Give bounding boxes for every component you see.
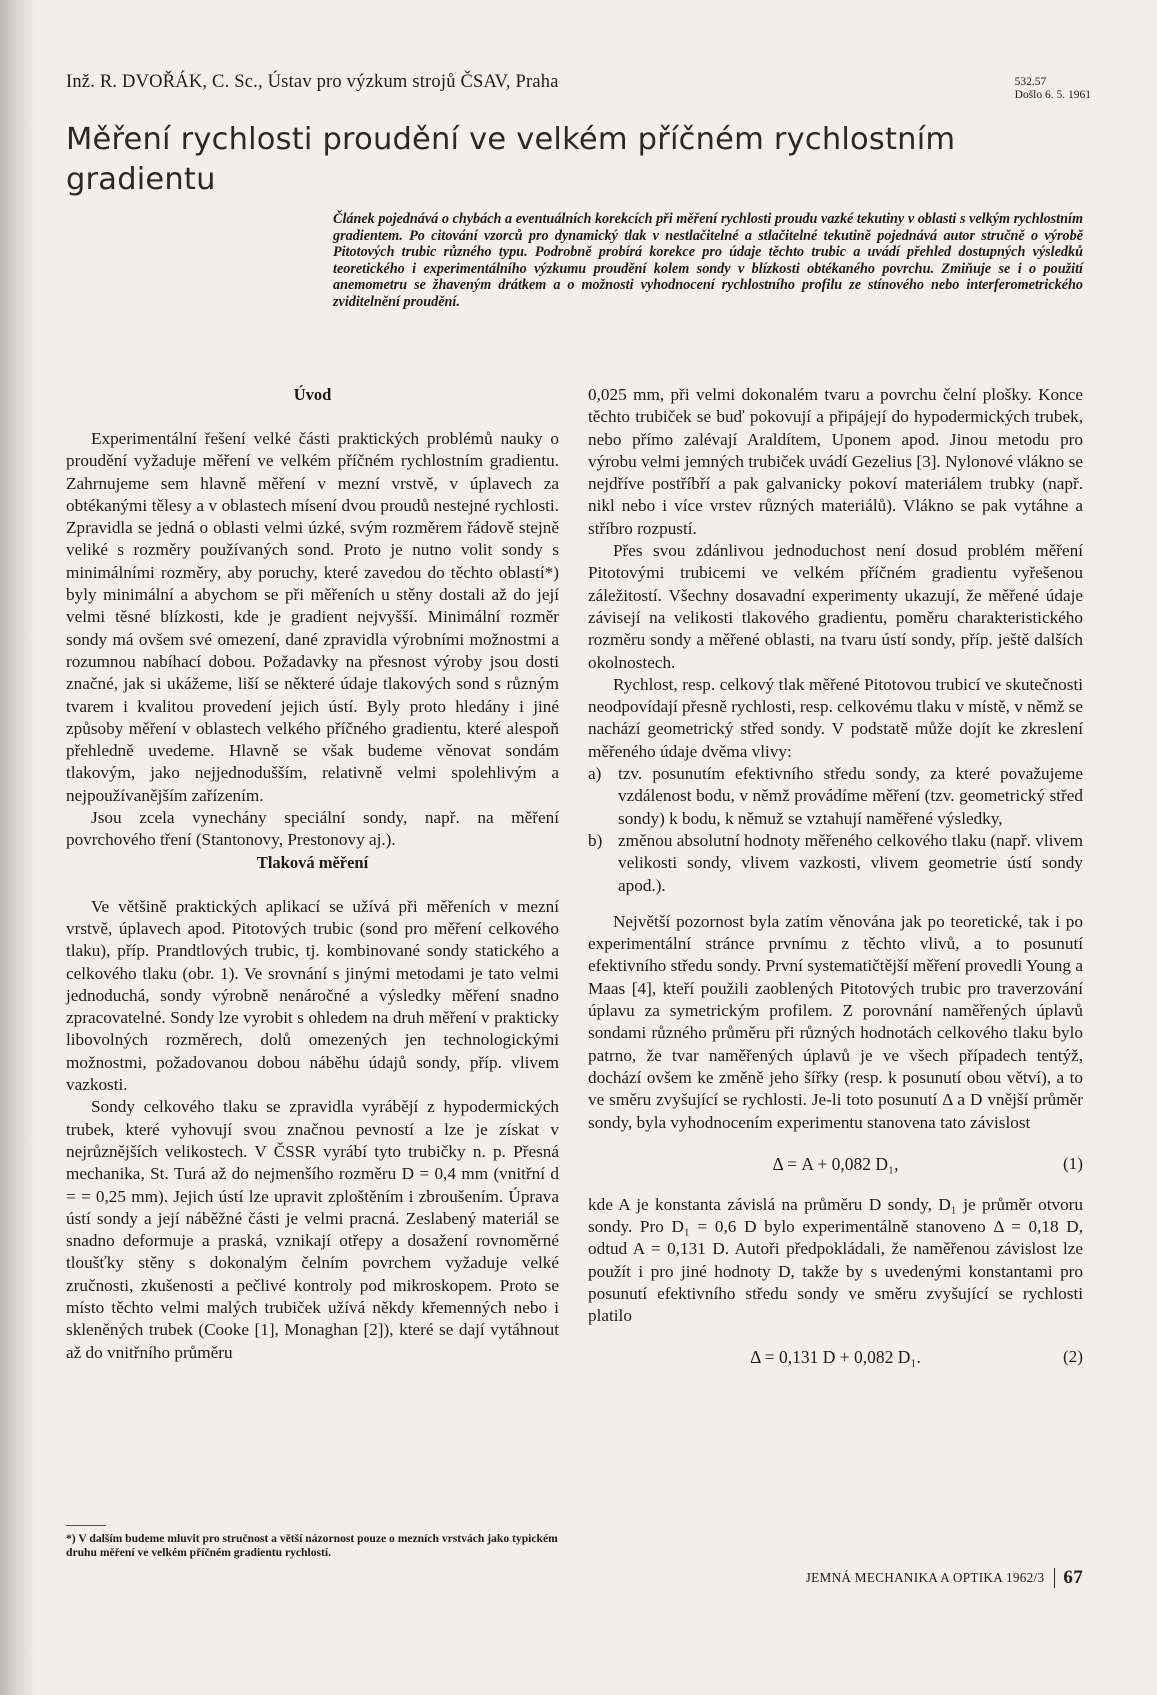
section-heading-pressure: Tlaková měření: [256, 852, 369, 872]
paragraph: Jsou zcela vynechány speciální sondy, např. na měření povrchového tření (Stantonovy, Prestonovy aj.).: [66, 808, 559, 850]
page-number: 67: [1063, 1567, 1083, 1588]
udc-code: 532.57: [1014, 76, 1047, 88]
right-column: [588, 384, 1083, 1388]
paragraph: Rychlost, resp. celkový tlak měřené Pitotovou trubicí ve skutečnosti neodpovídají přesně rychlosti, resp. celkovému tlaku v místě, v němž se nachází geometrický střed sondy. V podstatě může dojít ke zkreslení měřeného údaje dvěma vlivy:: [588, 674, 1083, 761]
list-item: [588, 763, 1083, 830]
footer-separator: [1054, 1568, 1055, 1588]
paragraph: Ve většině praktických aplikací se užívá při měřeních v mezní vrstvě, úplavech apod. Pitotových trubic (sond pro měření celkového tlaku), příp. Prandtlových trubic, tj. kombinované sondy statického a celkového tlaku (obr. 1). Ve srovnání s jinými metodami je tato velmi jednoduchá, sondy výrobně nenáročné a výsledky měření snadno zpracovatelné. Sondy lze vyrobit s ohledem na druh měření v prakticky libovolných rozměrech, dolů omezených jen technologickými možnostmi, požadovanou dobou náběhu údajů sondy, příp. vlivem vazkosti.: [66, 896, 559, 1095]
equation-expression: Δ = 0,131 D + 0,082 D₁.: [750, 1347, 921, 1368]
list-item: [588, 830, 1083, 897]
paragraph: kde A je konstanta závislá na průměru D sondy, D₁ je průměr otvoru sondy. Pro D₁ = 0,6 D bylo experimentálně stanoveno Δ = 0,18 D, odtud A = 0,131 D. Autoři předpokládali, že naměřenou závislost lze použít i pro jiné hodnoty D, takže by s uvedenými konstantami pro posunutí efektivního středu sondy ve směru zvyšující se rychlosti platilo: [588, 1194, 1083, 1326]
list-text: tzv. posunutím efektivního středu sondy, za které považujeme vzdálenost bodu, v němž provádíme měření (tzv. geometrický střed sondy) k bodu, k němuž se vztahují naměřené výsledky,: [618, 764, 1083, 828]
paragraph: 0,025 mm, při velmi dokonalém tvaru a povrchu čelní plošky. Konce těchto trubiček se buď pokovují a připájejí do hypodermických trubek, nebo přímo zalévají Araldítem, Uponem apod. Jinou metodu pro výrobu velmi jemných trubiček uvádí Gezelius [3]. Nylonové vlákno se nejdříve postříbří a pak galvanicky pokoví materiálem trubky (např. nikl nebo i více vrstev různých materiálů). Vlákno se pak vytáhne a stříbro rozpustí.: [588, 385, 1083, 538]
equation-2: [588, 1334, 1083, 1382]
equation-number: (1): [1062, 1153, 1083, 1173]
article-header: [66, 70, 1091, 110]
equation-expression: Δ = A + 0,082 D₁,: [772, 1153, 899, 1174]
list-marker: a): [588, 764, 602, 784]
article-meta: [1015, 76, 1091, 102]
paragraph: Sondy celkového tlaku se zpravidla vyrábějí z hypodermických trubek, které vyhovují svou značnou pevností a lze je získat v nejrůznějších velikostech. V ČSSR vyrábí tyto trubičky n. p. Přesná mechanika, St. Turá až do nejmenšího rozměru D = 0,4 mm (vnitřní d = = 0,25 mm). Jejich ústí lze upravit zploštěním i zbroušením. Úprava ústí sondy a její náběžné části je velmi pracná. Zeslabený materiál se snadno deformuje a praská, vznikají otřepy a dosažení rovnoměrné tloušťky stěny s dokonalým čelním povrchem vyžaduje velké zručnosti, zkušenosti a pečlivé kontroly pod mikroskopem. Proto se místo těchto velmi malých trubiček užívá někdy křemenných nebo i skleněných trubek (Cooke [1], Monaghan [2]), které se dají vytáhnout až do vnitřního průměru: [66, 1097, 559, 1362]
abstract: Článek pojednává o chybách a eventuálních korekcích při měření rychlosti proudu vazké tekutiny v oblasti s velkým rychlostním gradientem. Po citování vzorců pro dynamický tlak v nestlačitelné a stlačitelné tekutině pojednává autor stručně o výrobě Pitotových trubic různého typu. Podrobně probírá korekce pro údaje těchto trubic a uvádí přehled dostupných výsledků teoretického i experimentálního výzkumu proudění kolem sondy v blízkosti obtékaného povrchu. Zmiňuje se i o použití anemometru se žhaveným drátkem a o možnosti vyhodnocení rychlostního profilu ze stínového nebo interferometrického zviditelnění proudění.: [333, 211, 1083, 310]
equation-number: (2): [1062, 1347, 1083, 1367]
paragraph: Největší pozornost byla zatím věnována jak po teoretické, tak i po experimentální stránce prvnímu z těchto vlivů, a to posunutí efektivního středu sondy. První systematičtější měření provedli Young a Maas [4], kteří použili zaoblených Pitotových trubic pro traverzování úplavu za symetrickým profilem. Z porovnání naměřených úplavů sondami různého průměru při různých hodnotách celkového tlaku bylo patrno, že tvar naměřených úplavů je ve všech případech tentýž, dochází ovšem ke změně jeho šířky (resp. k posunutí obou větví), a to ve směru zvyšující se rychlosti. Je-li toto posunutí Δ a D vnější průměr sondy, byla vyhodnocením experimentu stanovena tato závislost: [588, 911, 1083, 1132]
page-binding-shadow: [0, 0, 38, 1695]
author-line: Inž. R. DVOŘÁK, C. Sc., Ústav pro výzkum strojů ČSAV, Praha: [66, 72, 559, 92]
received-date: Došlo 6. 5. 1961: [1014, 89, 1091, 101]
footnote-rule: [66, 1525, 106, 1526]
section-heading-intro: Úvod: [293, 385, 332, 404]
journal-name: JEMNÁ MECHANIKA A OPTIKA 1962/3: [805, 1570, 1045, 1585]
article-title: Měření rychlosti proudění ve velkém příčném rychlostním gradientu: [66, 122, 956, 197]
paragraph: Přes svou zdánlivou jednoduchost není dosud problém měření Pitotovými trubicemi ve velkém příčném gradientu vyřešenou záležitostí. Všechny dosavadní experimenty ukazují, že měřené údaje závisejí na velikosti tlakového gradientu, poměru charakteristického rozměru sondy a měřené oblasti, na tvaru ústí sondy, příp. ještě dalších okolnostech.: [588, 541, 1083, 672]
list-text: změnou absolutní hodnoty měřeného celkového tlaku (např. vlivem velikosti sondy, vlivem vazkosti, vlivem geometrie ústí sondy apod.).: [618, 830, 1083, 895]
paragraph: Experimentální řešení velké části praktických problémů nauky o proudění vyžaduje měření ve velkém příčném rychlostním gradientu. Zahrnujeme sem hlavně měření v mezní vrstvě, v úplavech za obtékanými tělesy a v oblastech mísení dvou proudů nestejné rychlosti. Zpravidla se jedná o oblasti velmi úzké, svým rozměrem řádově stejně veliké s rozměry používaných sond. Proto je nutno volit sondy s minimálními rozměry, aby poruchy, které zavedou do těchto oblastí*) byly minimální a abychom se při měřeních u stěny dostali až do její velmi těsné blízkosti, kde je gradient nejvyšší. Minimální rozměr sondy má ovšem své omezení, dané zpravidla výrobními možnostmi a rozumnou nabíhací dobou. Požadavky na přesnost výroby jsou dosti značné, jak si ukážeme, liší se některé údaje tlakových sond s různým tvarem i kvalitou provedení jejich ústí. Byly proto hledány i jiné způsoby měření v oblastech velkého příčného gradientu, které alespoň přehledně uvedeme. Hlavně se však budeme věnovat sondám tlakovým, jako nejjednodušším, relativně velmi spolehlivým a nejpoužívanějším zařízením.: [66, 429, 559, 805]
left-column: [66, 384, 559, 1364]
list-marker: b): [588, 830, 603, 850]
footnote: *) V dalším budeme mluvit pro stručnost a větší názornost pouze o mezních vrstvách jako typickém druhu měření ve velkém příčném gradientu rychlostí.: [66, 1532, 558, 1559]
equation-1: [588, 1140, 1083, 1188]
page-footer: [806, 1567, 1083, 1589]
